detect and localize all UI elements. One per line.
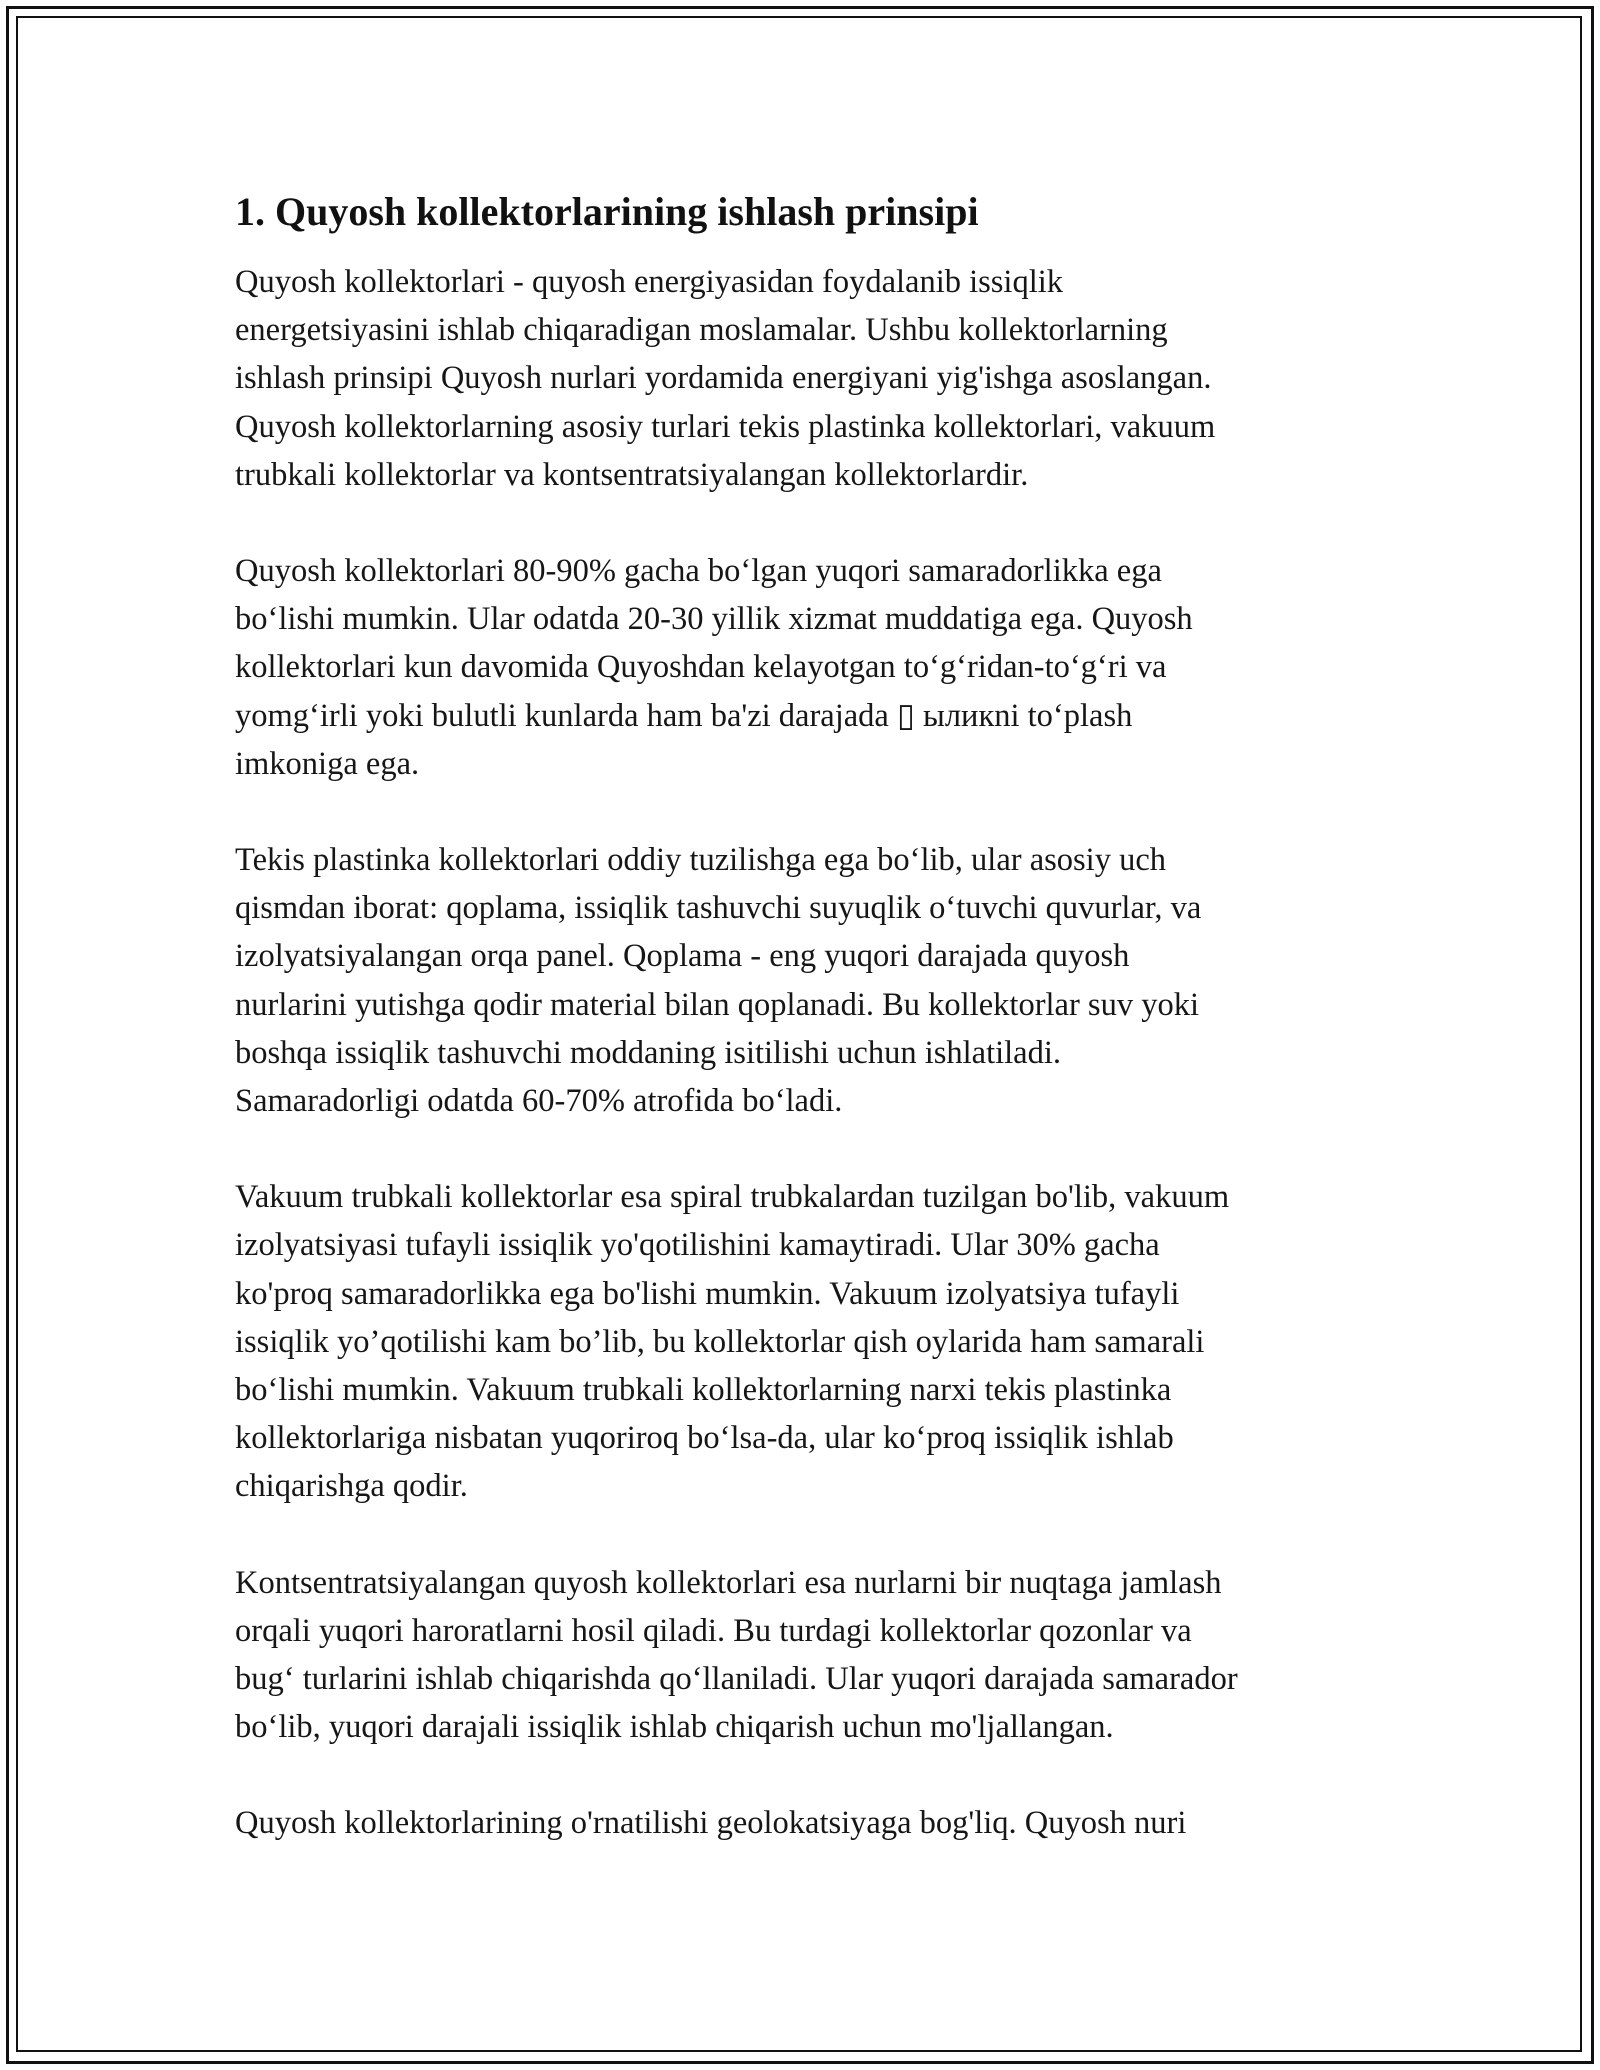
text-line: chiqarishga qodir. (235, 1468, 468, 1505)
text-line: boʻlib, yuqori darajali issiqlik ishlab chiqarish uchun mo'ljallangan. (235, 1709, 1114, 1746)
text-line: Quyosh kollektorlari - quyosh energiyasidan foydalanib issiqlik (235, 264, 1064, 300)
text-line: kollektorlari kun davomida Quyoshdan kelayotgan toʻgʻridan-toʻgʻri va (235, 649, 1167, 686)
text-line: Kontsentratsiyalangan quyosh kollektorlari esa nurlarni bir nuqtaga jamlash (235, 1564, 1222, 1601)
text-line: Quyosh kollektorlarining o'rnatilishi geolokatsiyaga bog'liq. Quyosh nuri (235, 1805, 1187, 1842)
text-line: Quyosh kollektorlarning asosiy turlari tekis plastinka kollektorlari, vakuum (235, 408, 1216, 445)
text-line: ko'proq samaradorlikka ega bo'lishi mumkin. Vakuum izolyatsiya tufayli (235, 1275, 1180, 1312)
text-line: trubkali kollektorlar va kontsentratsiyalangan kollektorlardir. (235, 456, 1029, 493)
text-line: ishlash prinsipi Quyosh nurlari yordamida energiyani yig'ishga asoslangan. (235, 360, 1212, 397)
text-line: orqali yuqori haroratlarni hosil qiladi. Bu turdagi kollektorlar qozonlar va (235, 1612, 1192, 1649)
text-line: Samaradorligi odatda 60-70% atrofida boʻladi. (235, 1083, 843, 1120)
paragraph-intro (235, 258, 1385, 499)
paragraph-vacuum-tube (235, 1173, 1385, 1510)
text-line: energetsiyasini ishlab chiqaradigan moslamalar. Ushbu kollektorlarning (235, 312, 1168, 349)
text-line: izolyatsiyasi tufayli issiqlik yo'qotilishini kamaytiradi. Ular 30% gacha (235, 1227, 1160, 1264)
text-line: imkoniga ega. (235, 745, 420, 782)
text-line: Vakuum trubkali kollektorlar esa spiral trubkalardan tuzilgan bo'lib, vakuum (235, 1179, 1230, 1216)
paragraph-efficiency (235, 547, 1385, 788)
text-line: yomgʻirli yoki bulutli kunlarda ham ba'zi darajada ▯ ыликni toʻplash (235, 697, 1133, 734)
text-line: nurlarini yutishga qodir material bilan qoplanadi. Bu kollektorlar suv yoki (235, 986, 1199, 1023)
paragraph-flat-plate (235, 836, 1385, 1125)
text-line: Tekis plastinka kollektorlari oddiy tuzilishga ega boʻlib, ular asosiy uch (235, 842, 1166, 879)
paragraph-installation (235, 1799, 1385, 1847)
text-line: boʻlishi mumkin. Ular odatda 20-30 yillik xizmat muddatiga ega. Quyosh (235, 601, 1193, 638)
text-line: qismdan iborat: qoplama, issiqlik tashuvchi suyuqlik oʻtuvchi quvurlar, va (235, 890, 1202, 927)
section-heading: 1. Quyosh kollektorlarining ishlash prinsipi (235, 189, 979, 234)
text-line: kollektorlariga nisbatan yuqoriroq boʻlsa-da, ular koʻproq issiqlik ishlab (235, 1420, 1174, 1457)
text-line: bugʻ turlarini ishlab chiqarishda qoʻllaniladi. Ular yuqori darajada samarador (235, 1661, 1238, 1698)
text-line: boshqa issiqlik tashuvchi moddaning isitilishi uchun ishlatiladi. (235, 1034, 1062, 1071)
text-line: boʻlishi mumkin. Vakuum trubkali kollektorlarning narxi tekis plastinka (235, 1372, 1172, 1409)
paragraph-concentrated (235, 1559, 1385, 1752)
text-line: issiqlik yo’qotilishi kam bo’lib, bu kollektorlar qish oylarida ham samarali (235, 1323, 1205, 1360)
text-line: izolyatsiyalangan orqa panel. Qoplama - eng yuqori darajada quyosh (235, 938, 1130, 975)
document-body (235, 188, 1385, 1896)
text-line: Quyosh kollektorlari 80-90% gacha boʻlgan yuqori samaradorlikka ega (235, 553, 1162, 590)
